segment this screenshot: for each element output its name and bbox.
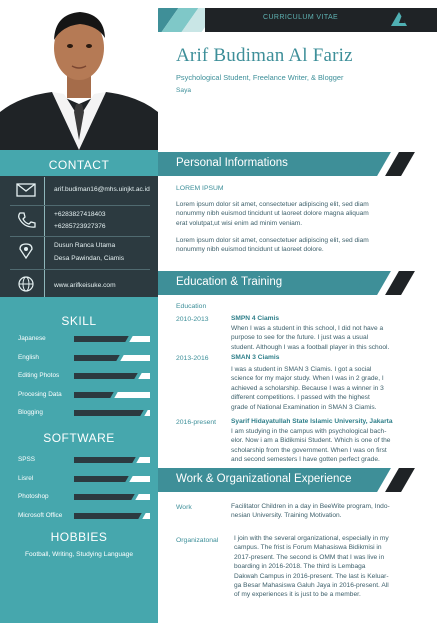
skill-level-fill <box>74 336 129 342</box>
skill-level-bar <box>74 392 150 398</box>
person-subtitle: Psychological Student, Freelance Writer, & Blogger <box>176 73 344 82</box>
address-line-2: Desa Pawindan, Ciamis <box>54 255 124 262</box>
divider <box>44 177 45 297</box>
skill-level-fill <box>74 410 144 416</box>
address-line-1: Dusun Ranca Utama <box>54 242 116 249</box>
profile-photo <box>0 0 158 150</box>
edu-school: SMAN 3 Ciamis <box>231 354 280 361</box>
skill-level-fill <box>74 392 114 398</box>
contact-title: CONTACT <box>48 158 110 172</box>
skill-label: Japanese <box>18 335 46 342</box>
skill-label: Blogging <box>18 409 43 416</box>
edu-school: SMPN 4 Ciamis <box>231 315 280 322</box>
skill-level-bar <box>74 494 150 500</box>
website-link[interactable]: www.arifkeisuke.com <box>54 282 116 289</box>
section-title: Education & Training <box>176 276 283 288</box>
skill-level-bar <box>74 410 150 416</box>
skill-level-fill <box>74 476 129 482</box>
skill-label: Photoshop <box>18 493 49 500</box>
skill-level-bar <box>74 476 150 482</box>
skill-level-bar <box>74 373 150 379</box>
section-education-header <box>158 271 372 295</box>
skill-label: Microsoft Office <box>18 511 63 519</box>
skill-label: Procesing Data <box>18 390 62 398</box>
hobbies-text: Football, Writing, Studying Language <box>24 551 133 558</box>
edu-period: 2016-present <box>176 419 217 426</box>
skill-level-fill <box>74 373 138 379</box>
edu-school: Syarif Hidayatullah State Islamic University, Jakarta <box>231 418 393 425</box>
edu-description: I am studying in the campus with psychological bach- elor. Now i am a Bidikmisi Student. Which is one of the scholarship from the government. When I was on first and second semesters I have gotten perfect grade. <box>231 428 391 464</box>
skill-level-bar <box>74 355 150 361</box>
cv-label: CURRICULUM VITAE <box>263 14 339 21</box>
person-name: Arif Budiman Al Fariz <box>176 45 353 66</box>
personal-heading: LOREM IPSUM <box>176 185 224 192</box>
divider <box>10 205 150 206</box>
skill-label: Lisrel <box>18 474 34 482</box>
work-label: Work <box>176 504 192 511</box>
phone-2: +6285723927376 <box>54 223 106 230</box>
section-work-header <box>158 468 372 492</box>
edu-period: 2013-2016 <box>176 355 209 362</box>
sidebar <box>0 150 158 623</box>
section-title: Work & Organizational Experience <box>176 473 352 485</box>
section-title: Personal Informations <box>176 157 288 169</box>
skill-level-fill <box>74 494 135 500</box>
organizational-label: Organizatonal <box>176 537 219 544</box>
phone-1: +6283827418403 <box>54 211 106 218</box>
software-title: SOFTWARE <box>43 431 115 445</box>
portrait-image <box>0 0 158 150</box>
hobbies-title: HOBBIES <box>50 530 108 544</box>
personal-paragraph-1: Lorem ipsum dolor sit amet, consectetuer adipiscing elit, sed diam nonummy nibh euismod tincidunt ut laoreet dolore magna aliquam erat volutpat,ut wisi enim ad minim veniam. <box>176 201 369 227</box>
skill-label: Editing Photos <box>18 372 60 379</box>
skill-label: SPSS <box>18 456 36 463</box>
phone-icon <box>16 212 36 228</box>
main-content <box>158 0 445 623</box>
email-text: arif.budiman16@mhs.uinjkt.ac.id <box>54 186 150 193</box>
person-location: Saya <box>176 87 192 94</box>
divider <box>10 269 150 270</box>
skill-level-fill <box>74 457 136 463</box>
organizational-description: I join with the several organizational, especially in my campus. The frist is Forum Mahasiswa Bidikmisi in 2017-present. The second is OMM that I was live in boarding in 2016-2018. The third is Lembaga Dakwah Campus in 2016-present. The last is Keluar- ga Besar Mahasiswa Galuh Jaya in 2016-present. All of my experiences it is just to be a member. <box>234 535 389 599</box>
edu-period: 2010-2013 <box>176 316 209 323</box>
globe-icon <box>16 276 36 292</box>
section-personal-header <box>158 152 372 176</box>
edu-description: I was a student in SMAN 3 Ciamis. I got a social science for my major study. When I was in 2 grade, I achieved a scholarship. Because I was a winner in 3 different competitions. I passed with the highest grade of National Examination in SMAN 3 Ciamis. <box>231 366 384 411</box>
skill-title: SKILL <box>61 314 97 328</box>
edu-description: When I was a student in this school, I did not have a purpose to see for the future. I just was a usual student. Although I was a football player in this school. <box>231 325 390 351</box>
work-description: Facilitator Children in a day in BeeWite program, Indo- nesian University. Training Motivation. <box>231 503 390 520</box>
skill-level-bar <box>74 513 150 519</box>
divider <box>10 236 150 237</box>
personal-paragraph-2: Lorem ipsum dolor sit amet, consectetuer adipiscing elit, sed diam nonummy nibh euismod tincidunt ut laoreet dolore. <box>176 237 369 254</box>
skill-level-fill <box>74 355 120 361</box>
education-label: Education <box>176 303 207 310</box>
skill-level-bar <box>74 336 150 342</box>
location-pin-icon <box>16 243 36 259</box>
skill-label: English <box>18 353 39 361</box>
skill-level-fill <box>74 513 142 519</box>
email-icon <box>16 182 36 198</box>
skill-level-bar <box>74 457 150 463</box>
